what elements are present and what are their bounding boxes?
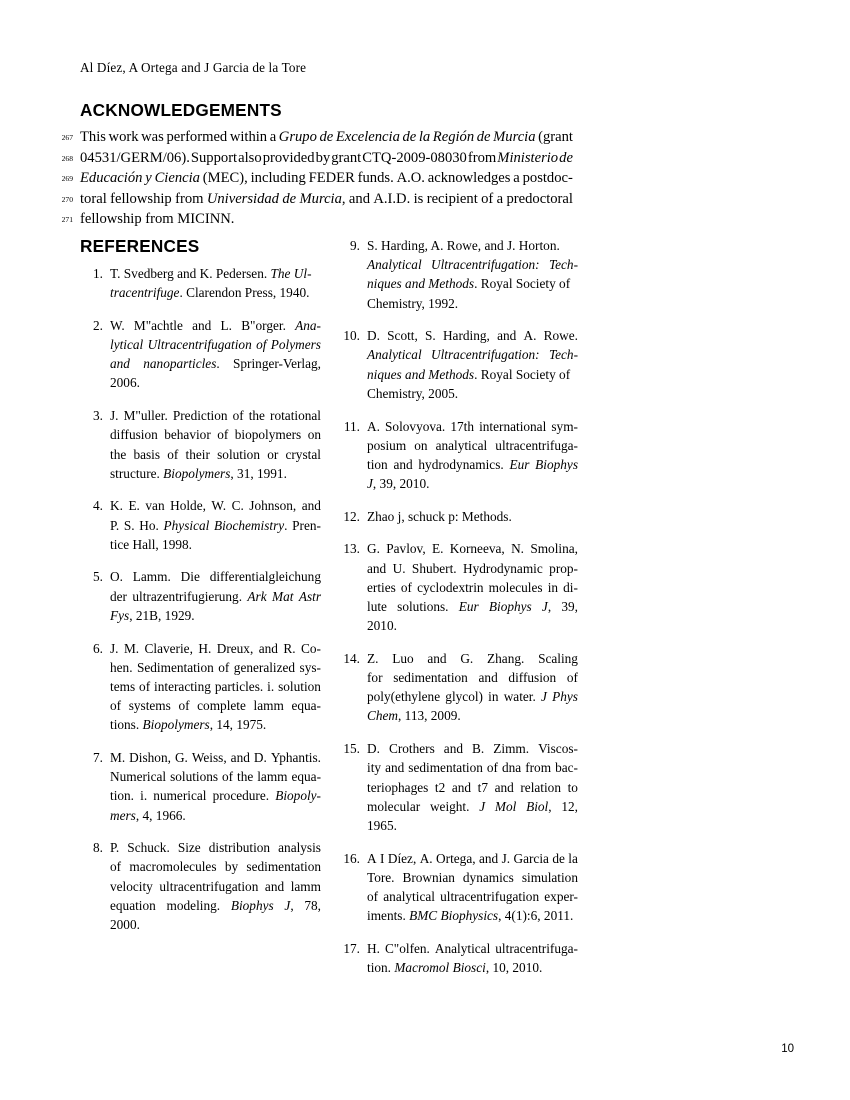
reference-line: of analytical ultracentrifugation exper- (367, 888, 578, 904)
reference-line: for sedimentation and diffusion of (367, 670, 578, 686)
reference-number: 16. (343, 850, 360, 866)
reference-line: erties of cyclodextrin molecules in di- (367, 579, 578, 595)
reference-number: 4. (93, 498, 103, 514)
acknowledgements-line (61, 168, 573, 189)
reference-line: velocity ultracentrifugation and lamm (110, 878, 321, 894)
line-number: 267 (61, 133, 73, 142)
reference-line: tion and hydrodynamics. Eur Biophys (367, 456, 578, 472)
reference-line: W. M"achtle and L. B"orger. Ana- (110, 317, 321, 333)
reference-line: M. Dishon, G. Weiss, and D. Yphantis. (110, 749, 321, 765)
reference-line: D. Scott, S. Harding, and A. Rowe. (367, 328, 578, 344)
acknowledgements-line-text: 04531/GERM/06). Support also provided by grant CTQ-2009-08030 from Ministerio de (80, 149, 573, 166)
reference-line: hen. Sedimentation of generalized sys- (110, 659, 321, 675)
reference-line: J, 39, 2010. (367, 476, 430, 492)
acknowledgements-line (61, 189, 573, 210)
reference-line: niques and Methods. Royal Society of (367, 276, 571, 292)
reference-line: tracentrifuge. Clarendon Press, 1940. (110, 285, 310, 301)
reference-number: 5. (93, 569, 103, 585)
page-number: 10 (781, 1043, 794, 1055)
reference-line: tion. i. numerical procedure. Biopoly- (110, 788, 321, 804)
reference-item (337, 849, 578, 926)
reference-line: der ultrazentrifugierung. Ark Mat Astr (110, 588, 321, 604)
references-column-right (337, 236, 578, 991)
reference-line: Tore. Brownian dynamics simulation (367, 869, 578, 885)
reference-line: teriophages t2 and t7 and relation to (367, 779, 578, 795)
acknowledgements-line (61, 127, 573, 148)
reference-number: 10. (343, 328, 360, 344)
reference-item (80, 567, 321, 625)
reference-line: and U. Shubert. Hydrodynamic prop- (367, 560, 578, 576)
reference-line: Chemistry, 2005. (367, 385, 459, 401)
reference-line: Chemistry, 1992. (367, 295, 459, 311)
reference-line: the basis of their solution or crystal (110, 446, 321, 462)
reference-line: K. E. van Holde, W. C. Johnson, and (110, 498, 321, 514)
running-head: Al Díez, A Ortega and J Garcia de la Tore (80, 60, 307, 75)
reference-item (337, 939, 578, 977)
reference-line: P. S. Ho. Physical Biochemistry. Pren- (110, 517, 321, 533)
reference-line: iments. BMC Biophysics, 4(1):6, 2011. (367, 908, 574, 924)
reference-number: 11. (343, 418, 360, 434)
line-number: 270 (61, 194, 73, 204)
reference-number: 1. (93, 266, 103, 281)
reference-number: 7. (93, 749, 103, 765)
reference-line: 2010. (367, 618, 397, 634)
reference-item (80, 639, 321, 735)
reference-item (337, 507, 578, 526)
references-column-left (80, 236, 321, 948)
reference-number: 6. (93, 640, 103, 656)
reference-line: mers, 4, 1966. (110, 807, 186, 823)
reference-item (80, 264, 321, 302)
reference-line: T. Svedberg and K. Pedersen. The Ul- (110, 266, 312, 281)
reference-item (80, 838, 321, 934)
reference-line: A I Díez, A. Ortega, and J. Garcia de la (367, 850, 578, 866)
reference-line: lute solutions. Eur Biophys J, 39, (367, 599, 578, 614)
reference-line: S. Harding, A. Rowe, and J. Horton. (367, 238, 560, 253)
reference-number: 14. (343, 650, 360, 666)
acknowledgements-heading: ACKNOWLEDGEMENTS (80, 100, 282, 120)
reference-line: ity and sedimentation of dna from bac- (367, 760, 578, 776)
reference-line: and nanoparticles. Springer-Verlag, (110, 356, 321, 372)
reference-line: D. Crothers and B. Zimm. Viscos- (367, 741, 578, 757)
reference-number: 12. (343, 508, 360, 524)
reference-line: A. Solovyova. 17th international sym- (367, 418, 578, 434)
reference-item (337, 326, 578, 403)
reference-line: J. M. Claverie, H. Dreux, and R. Co- (110, 640, 321, 656)
acknowledgements-line-text: This work was performed within a Grupo de Excelencia de la Región de Murcia (grant (80, 129, 573, 145)
reference-item (80, 406, 321, 483)
reference-number: 3. (93, 408, 103, 424)
acknowledgements-line (61, 209, 573, 230)
reference-line: Fys, 21B, 1929. (110, 607, 195, 623)
acknowledgements-line-text: fellowship from MICINN. (80, 211, 235, 228)
reference-line: Numerical solutions of the lamm equa- (110, 769, 321, 785)
reference-line: lytical Ultracentrifugation of Polymers (110, 337, 321, 353)
reference-line: O. Lamm. Die differentialgleichung (110, 569, 321, 585)
line-number: 269 (61, 174, 73, 184)
reference-item (337, 649, 578, 726)
reference-line: 2000. (110, 916, 140, 932)
reference-line: niques and Methods. Royal Society of (367, 366, 571, 382)
reference-item (80, 316, 321, 393)
line-number: 271 (61, 215, 73, 225)
reference-line: Analytical Ultracentrifugation: Tech- (367, 347, 578, 363)
acknowledgements-line-text: toral fellowship from Universidad de Murcia, and A.I.D. is recipient of a predoctoral (80, 190, 573, 207)
reference-item (337, 236, 578, 313)
reference-item (337, 417, 578, 494)
reference-item (80, 748, 321, 825)
reference-line: structure. Biopolymers, 31, 1991. (110, 465, 287, 481)
reference-line: 1965. (367, 817, 397, 833)
reference-line: equation modeling. Biophys J, 78, (110, 897, 321, 913)
reference-line: diffusion behavior of biopolymers on (110, 427, 321, 443)
reference-line: tems of interacting particles. i. solution (110, 678, 321, 694)
references-heading: REFERENCES (80, 236, 200, 256)
reference-line: poly(ethylene glycol) in water. J Phys (367, 689, 578, 705)
reference-line: Z. Luo and G. Zhang. Scaling (367, 650, 578, 666)
reference-number: 13. (343, 541, 360, 557)
reference-number: 9. (350, 238, 360, 253)
reference-line: tion. Macromol Biosci, 10, 2010. (367, 960, 543, 975)
reference-number: 17. (343, 940, 360, 956)
reference-item (337, 739, 578, 835)
reference-line: P. Schuck. Size distribution analysis (110, 840, 321, 856)
acknowledgements-line-text: Educación y Ciencia (MEC), including FEDER funds. A.O. acknowledges a postdoc- (80, 170, 573, 187)
reference-line: molecular weight. J Mol Biol, 12, (367, 798, 578, 814)
reference-item (80, 496, 321, 554)
reference-line: tions. Biopolymers, 14, 1975. (110, 717, 267, 733)
reference-line: tice Hall, 1998. (110, 536, 192, 552)
reference-line: of macromolecules by sedimentation (110, 859, 321, 875)
acknowledgements-line (61, 148, 573, 169)
reference-number: 8. (93, 840, 103, 856)
reference-line: G. Pavlov, E. Korneeva, N. Smolina, (367, 541, 578, 557)
reference-number: 15. (343, 741, 360, 757)
reference-number: 2. (93, 317, 103, 333)
acknowledgements-paragraph (61, 127, 573, 230)
reference-line: H. C"olfen. Analytical ultracentrifuga- (367, 940, 578, 956)
line-number: 268 (61, 153, 73, 163)
reference-line: Chem, 113, 2009. (367, 708, 461, 724)
reference-line: of systems of complete lamm equa- (110, 698, 321, 714)
reference-line: posium on analytical ultracentrifuga- (367, 437, 578, 453)
reference-line: Analytical Ultracentrifugation: Tech- (367, 257, 578, 273)
reference-item (337, 539, 578, 635)
reference-line: J. M"uller. Prediction of the rotational (110, 408, 321, 424)
reference-line: 2006. (110, 375, 140, 391)
reference-line: Zhao j, schuck p: Methods. (367, 508, 512, 524)
